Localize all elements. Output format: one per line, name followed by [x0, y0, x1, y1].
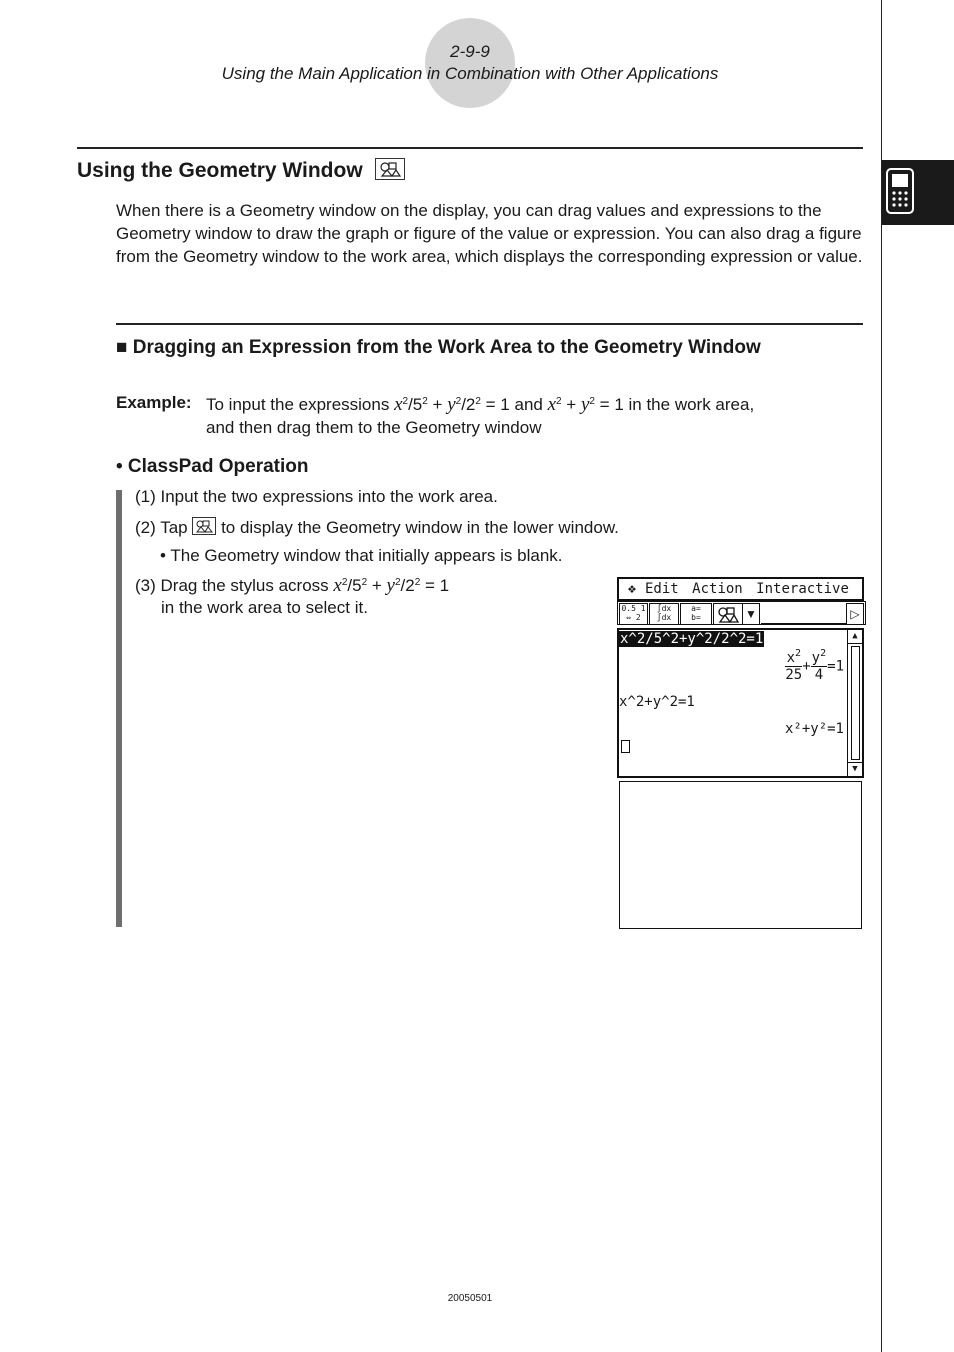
menu-interactive[interactable]: Interactive [756, 581, 849, 597]
example-label: Example: [116, 393, 192, 412]
work-input-1-selected[interactable]: x^2/5^2+y^2/2^2=1 [620, 631, 764, 647]
work-input-2[interactable]: x^2+y^2=1 [619, 694, 695, 710]
toolbar-dropdown-icon[interactable]: ▼ [742, 603, 760, 625]
step-3-line2: in the work area to select it. [161, 598, 368, 617]
subsection-rule [116, 323, 863, 325]
work-area[interactable] [617, 628, 864, 778]
menu-edit[interactable]: Edit [645, 581, 679, 597]
work-cursor[interactable] [621, 740, 630, 753]
geometry-window[interactable] [619, 781, 862, 929]
work-scrollbar[interactable] [847, 630, 862, 776]
toolbar-scroll-right-icon[interactable]: ▷ [846, 603, 864, 625]
work-output-1: $\frac{x^2}{25}$ + $\frac{y^2}{4}$ =1 [785, 648, 844, 683]
page-number: 2-9-9 [450, 42, 490, 61]
step-3: (3) Drag the stylus across $x^2/5^2 + y^2/2^2 = 1$ [135, 575, 450, 596]
example-text: To input the expressions $x^2/5^2 + y^2/2^2 = 1$ and $x^2 + y^2 = 1$ in the work area, and then drag them to the Geometry window [206, 394, 755, 437]
toolbar-convert-button[interactable]: 0.5 1 ⇔ 2 [619, 603, 648, 625]
operation-title: • ClassPad Operation [116, 456, 309, 477]
calculator-icon [886, 168, 916, 216]
page-subtitle: Using the Main Application in Combination with Other Applications [221, 64, 719, 83]
chapter-tab [882, 160, 954, 225]
page-number-circle [425, 18, 515, 108]
subsection-title: ■ Dragging an Expression from the Work Area to the Geometry Window [116, 337, 761, 358]
step-2: (2) Tap to display the Geometry window in the lower window. [135, 518, 619, 537]
toolbar-geometry-button[interactable] [713, 603, 743, 625]
geometry-icon [714, 604, 742, 624]
work-output-2: x²+y²=1 [784, 721, 844, 737]
scroll-up-icon[interactable]: ▲ [848, 630, 862, 644]
toolbar [617, 601, 866, 625]
geometry-icon [192, 517, 216, 535]
menu-bar [617, 577, 864, 601]
section-intro: When there is a Geometry window on the display, you can drag values and expressions to the Geometry window to draw the graph or figure of the value or expression. You can also drag a figure from the Geometry window to the work area, which displays the corresponding expression or value. [116, 201, 863, 266]
menu-dropdown-icon[interactable]: ❖ [627, 581, 637, 597]
menu-action[interactable]: Action [692, 581, 743, 597]
step-2-note: • The Geometry window that initially appears is blank. [160, 546, 563, 565]
toolbar-assign-button[interactable]: a= b= [680, 603, 712, 625]
scroll-thumb[interactable] [851, 646, 860, 760]
section-rule [77, 147, 863, 149]
toolbar-integrate-button[interactable]: ∫dx ∫dx [649, 603, 679, 625]
toolbar-blank-field [761, 603, 846, 624]
step-1: (1) Input the two expressions into the work area. [135, 487, 498, 506]
classpad-screen [617, 577, 863, 929]
section-title: Using the Geometry Window [77, 158, 405, 183]
operation-sidebar [116, 490, 122, 927]
scroll-down-icon[interactable]: ▼ [848, 762, 862, 776]
geometry-icon [375, 158, 405, 180]
footer-code: 20050501 [447, 1293, 493, 1304]
